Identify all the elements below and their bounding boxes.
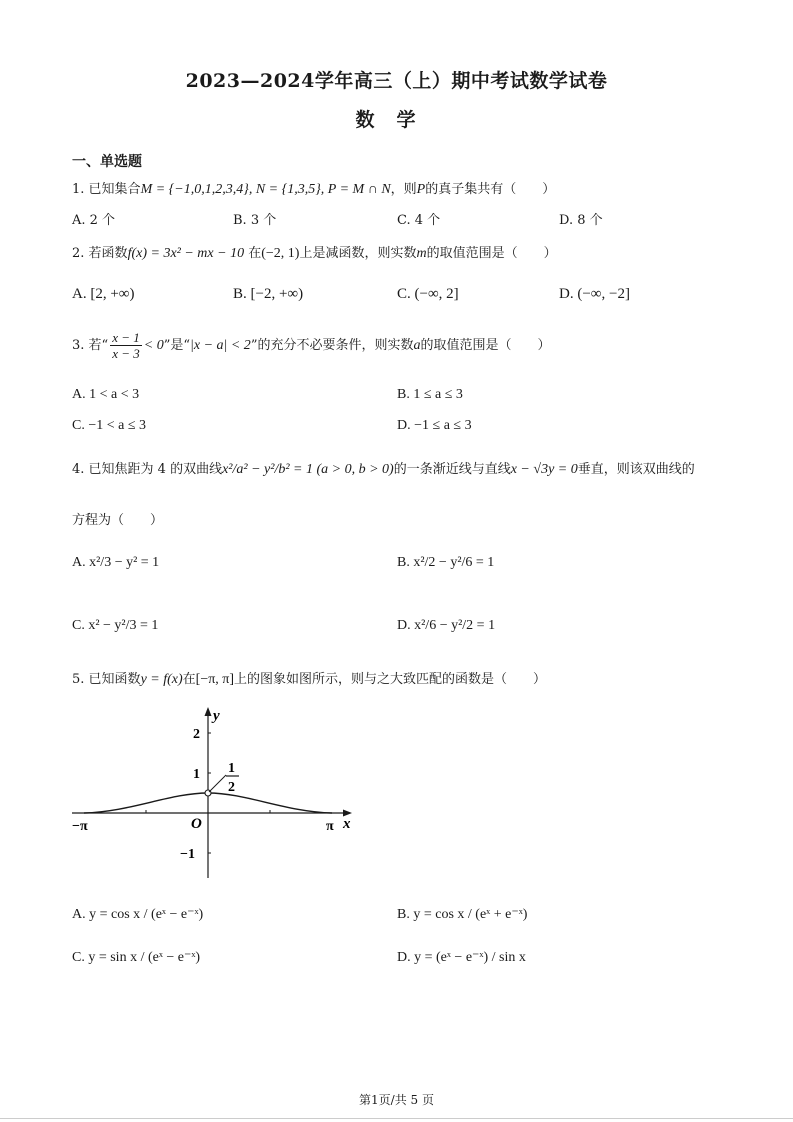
q2-interval: (−2, 1)	[261, 246, 300, 261]
question-2	[72, 244, 557, 264]
graph-y-label: y	[213, 708, 220, 724]
q5-text-post: 上的图象如图所示，则与之大致匹配的函数是（ ）	[234, 672, 547, 687]
q3-condition: |x − a| < 2	[190, 338, 251, 353]
q1-number: 1.	[72, 182, 85, 197]
footer-divider	[0, 1118, 793, 1119]
q4-option-d: D. x²/6 − y²/2 = 1	[397, 618, 496, 633]
q1-option-a: A. 2 个	[72, 213, 116, 228]
graph-tick-label-2: 2	[193, 727, 200, 742]
q2-var: m	[416, 246, 427, 261]
q2-text-mid: 在	[248, 246, 262, 261]
q3-option-a: A. 1 < a < 3	[72, 387, 140, 402]
q1-text-pre: 已知集合	[88, 182, 141, 197]
graph-tick-label-neg-pi: −π	[72, 819, 88, 834]
q5-text-mid: 在	[182, 672, 196, 687]
q2-option-d: D. (−∞, −2]	[559, 286, 630, 302]
q2-text-tail: 的取值范围是（ ）	[426, 246, 557, 261]
page-footer: 第1页/共 5 页	[359, 1093, 434, 1107]
q3-text-post: ”的充分不必要条件，则实数	[250, 338, 414, 353]
q3-fraction-numerator: x − 1	[112, 330, 140, 345]
q3-less-than: < 0	[143, 338, 164, 353]
graph-half-pointer	[209, 775, 226, 792]
q2-text-post: 上是减函数，则实数	[299, 246, 417, 261]
graph-tick-label-1: 1	[193, 767, 200, 782]
q3-option-d: D. −1 ≤ a ≤ 3	[397, 418, 472, 433]
q3-fraction-denominator: x − 3	[112, 346, 140, 361]
graph-tick-label-neg1: −1	[180, 847, 195, 862]
q2-option-c: C. (−∞, 2]	[397, 286, 459, 302]
q3-number: 3.	[72, 338, 85, 353]
graph-x-label: x	[343, 816, 351, 832]
section-heading: 一、单选题	[72, 154, 142, 170]
q5-option-c: C. y = sin x / (eˣ − e⁻ˣ)	[72, 950, 201, 965]
graph-y-arrow	[205, 707, 212, 716]
q4-option-b: B. x²/2 − y²/6 = 1	[397, 555, 495, 570]
q2-option-b: B. [−2, +∞)	[233, 286, 304, 302]
q1-text-tail: 的真子集共有（ ）	[425, 182, 556, 197]
q4-continuation: 方程为（ ）	[72, 513, 164, 528]
q3-option-c: C. −1 < a ≤ 3	[72, 418, 147, 433]
q4-line-equation: x − √3y = 0	[510, 462, 578, 477]
q2-text-pre: 若函数	[88, 246, 128, 261]
q2-option-a: A. [2, +∞)	[72, 286, 135, 302]
q4-option-a: A. x²/3 − y² = 1	[72, 555, 160, 570]
q1-option-b: B. 3 个	[233, 213, 277, 228]
q2-function: f(x) = 3x² − mx − 10	[127, 246, 245, 261]
question-3	[72, 330, 550, 362]
q5-text-pre: 已知函数	[88, 672, 141, 687]
q4-text-post: 垂直，则该双曲线的	[577, 462, 695, 477]
q4-number: 4.	[72, 462, 85, 477]
q5-interval: [−π, π]	[195, 672, 235, 687]
exam-subject: 数学	[355, 109, 438, 131]
q4-text-mid: 的一条渐近线与直线	[393, 462, 511, 477]
question-1	[72, 180, 555, 200]
q3-text-tail: 的取值范围是（ ）	[420, 338, 551, 353]
q4-text-pre: 已知焦距为 4 的双曲线	[88, 462, 223, 477]
q5-option-b: B. y = cos x / (eˣ + e⁻ˣ)	[397, 907, 528, 922]
q3-text-pre: 若“	[88, 338, 109, 353]
q3-fraction	[110, 330, 142, 361]
q1-text-post: ，则	[390, 182, 417, 197]
q3-option-b: B. 1 ≤ a ≤ 3	[397, 387, 463, 402]
q4-option-c: C. x² − y²/3 = 1	[72, 618, 159, 633]
question-5	[72, 670, 546, 690]
q5-number: 5.	[72, 672, 85, 687]
q1-sets: M = {−1,0,1,2,3,4}, N = {1,3,5}, P = M ∩ N	[140, 182, 391, 197]
question-4	[72, 460, 695, 480]
q5-option-a: A. y = cos x / (eˣ − e⁻ˣ)	[72, 907, 204, 922]
graph-half-numerator: 1	[228, 761, 235, 776]
graph-tick-label-pi: π	[326, 819, 334, 834]
q2-number: 2.	[72, 246, 85, 261]
q1-option-d: D. 8 个	[559, 213, 603, 228]
q3-text-mid: ”是“	[163, 338, 190, 353]
graph-origin-label: O	[191, 816, 202, 832]
exam-title: 2023—2024学年高三（上）期中考试数学试卷	[185, 70, 608, 92]
q5-option-d: D. y = (eˣ − e⁻ˣ) / sin x	[397, 950, 526, 965]
q1-var: P	[416, 182, 426, 197]
q3-var: a	[413, 338, 421, 353]
q5-function-graph	[60, 700, 370, 885]
graph-half-denominator: 2	[228, 780, 235, 795]
q1-option-c: C. 4 个	[397, 213, 441, 228]
q4-hyperbola-equation: x²/a² − y²/b² = 1 (a > 0, b > 0)	[222, 462, 394, 477]
q5-function: y = f(x)	[140, 672, 183, 687]
